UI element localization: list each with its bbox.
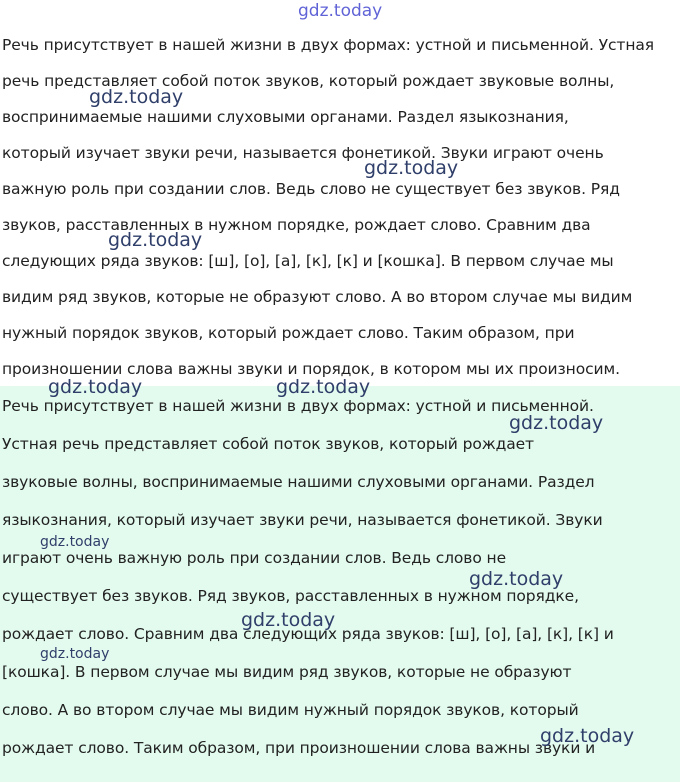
text-line: Речь присутствует в нашей жизни в двух формах: устной и письменной. Устная	[2, 36, 654, 54]
text-line: звуков, расставленных в нужном порядке, рождает слово. Сравним два	[2, 216, 591, 234]
text-line: который изучает звуки речи, называется фонетикой. Звуки играют очень	[2, 144, 604, 162]
answer-text-block	[0, 0, 680, 386]
text-line: важную роль при создании слов. Ведь слово не существует без звуков. Ряд	[2, 180, 620, 198]
watermark: gdz.today	[469, 568, 564, 590]
watermark: gdz.today	[40, 534, 110, 550]
text-line: рождает слово. Таким образом, при произношении слова важны звуки и	[2, 739, 596, 757]
text-line: нужный порядок звуков, который рождает слово. Таким образом, при	[2, 324, 575, 342]
highlighted-answer-block	[0, 386, 680, 782]
watermark: gdz.today	[509, 412, 604, 434]
text-line: Речь присутствует в нашей жизни в двух формах: устной и письменной.	[2, 397, 594, 415]
text-line: слово. А во втором случае мы видим нужный порядок звуков, который	[2, 701, 579, 719]
text-line: произношении слова важны звуки и порядок, в котором мы их произносим.	[2, 360, 620, 378]
text-line: существует без звуков. Ряд звуков, расставленных в нужном порядке,	[2, 587, 579, 605]
watermark-header: gdz.today	[298, 1, 383, 21]
watermark: gdz.today	[40, 646, 110, 662]
text-line: видим ряд звуков, которые не образуют слово. А во втором случае мы видим	[2, 288, 633, 306]
text-line: Устная речь представляет собой поток звуков, который рождает	[2, 435, 534, 453]
text-line: [кошка]. В первом случае мы видим ряд звуков, которые не образуют	[2, 663, 572, 681]
text-line: звуковые волны, воспринимаемые нашими слуховыми органами. Раздел	[2, 473, 595, 491]
watermark: gdz.today	[89, 86, 184, 108]
watermark: gdz.today	[540, 725, 635, 747]
text-line: следующих ряда звуков: [ш], [о], [а], [к], [к] и [кошка]. В первом случае мы	[2, 252, 614, 270]
watermark: gdz.today	[276, 376, 371, 398]
text-line: воспринимаемые нашими слуховыми органами. Раздел языкознания,	[2, 108, 569, 126]
watermark: gdz.today	[48, 376, 143, 398]
watermark: gdz.today	[108, 229, 203, 251]
text-line: играют очень важную роль при создании слов. Ведь слово не	[2, 549, 507, 567]
text-line: речь представляет собой поток звуков, который рождает звуковые волны,	[2, 72, 615, 90]
text-line: языкознания, который изучает звуки речи, называется фонетикой. Звуки	[2, 511, 603, 529]
watermark: gdz.today	[241, 609, 336, 631]
watermark: gdz.today	[364, 157, 459, 179]
text-line: рождает слово. Сравним два следующих ряда звуков: [ш], [о], [а], [к], [к] и	[2, 625, 614, 643]
